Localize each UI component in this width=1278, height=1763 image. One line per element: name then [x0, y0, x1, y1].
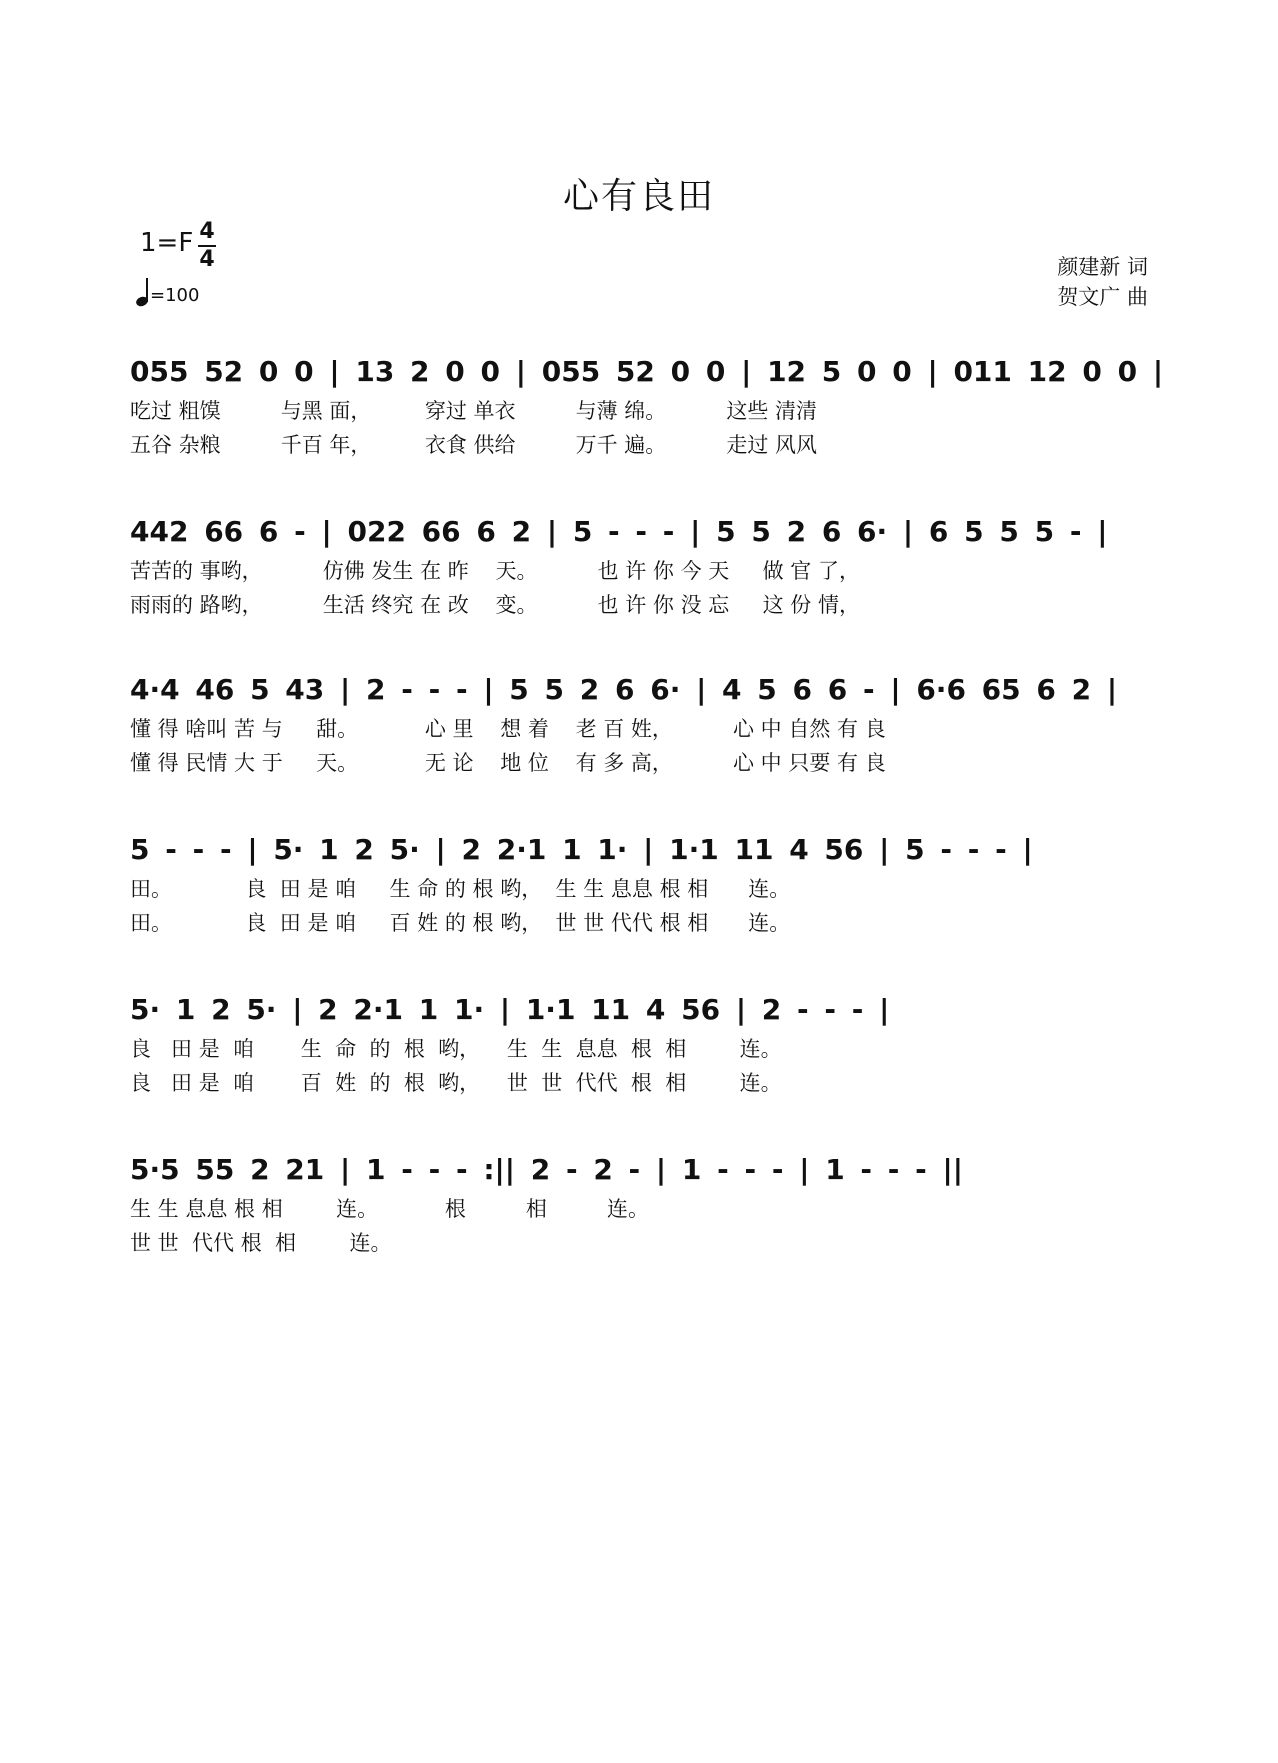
time-top: 4 [199, 219, 215, 244]
lyric-line: 雨雨的 路哟， 生活 终究 在 改 变。 也 许 你 没 忘 这 份 情， [130, 593, 860, 617]
lyric-line: 良 田 是 咱 百 姓 的 根 哟， 世 世 代代 根 相 连。 [130, 1071, 782, 1095]
lyric-line: 苦苦的 事哟， 仿佛 发生 在 昨 天。 也 许 你 今 天 做 官 了， [130, 559, 860, 583]
notation-line: 5·5 55 2 21 | 1 - - - :|| 2 - 2 - | 1 - - - | 1 - - - || [130, 1153, 963, 1186]
lyric-line: 五谷 杂粮 千百 年， 衣食 供给 万千 遍。 走过 风风 [130, 433, 818, 457]
lyric-line: 懂 得 啥叫 苦 与 甜。 心 里 想 着 老 百 姓， 心 中 自然 有 良 [130, 717, 886, 741]
lyric-line: 生 生 息息 根 相 连。 根 相 连。 [130, 1197, 650, 1221]
notation-line: 4·4 46 5 43 | 2 - - - | 5 5 2 6 6· | 4 5 6 6 - | 6·6 65 6 2 | [130, 673, 1118, 706]
lyric-line: 田。 良 田 是 咱 生 命 的 根 哟， 生 生 息息 根 相 连。 [130, 877, 791, 901]
time-signature [198, 220, 216, 272]
song-title: 心有良田 [562, 176, 715, 217]
key-signature: 1=F [140, 228, 194, 258]
tempo-value: =100 [150, 285, 200, 306]
lyric-line: 懂 得 民情 大 于 天。 无 论 地 位 有 多 高， 心 中 只要 有 良 [130, 751, 886, 775]
tempo-marking [136, 280, 199, 306]
lyric-line: 吃过 粗馍 与黑 面， 穿过 单衣 与薄 绵。 这些 清清 [130, 399, 818, 423]
quarter-note-icon [136, 280, 150, 306]
time-bottom: 4 [199, 247, 215, 272]
lyric-line: 良 田 是 咱 生 命 的 根 哟， 生 生 息息 根 相 连。 [130, 1037, 782, 1061]
notation-line: 5 - - - | 5· 1 2 5· | 2 2·1 1 1· | 1·1 11 4 56 | 5 - - - | [130, 833, 1033, 866]
composer: 贺文广 曲 [1057, 285, 1148, 309]
lyric-line: 世 世 代代 根 相 连。 [130, 1231, 392, 1255]
notation-line: 055 52 0 0 | 13 2 0 0 | 055 52 0 0 | 12 5 0 0 | 011 12 0 0 | [130, 355, 1164, 388]
notation-line: 442 66 6 - | 022 66 6 2 | 5 - - - | 5 5 2 6 6· | 6 5 5 5 - | [130, 515, 1108, 548]
lyric-line: 田。 良 田 是 咱 百 姓 的 根 哟， 世 世 代代 根 相 连。 [130, 911, 791, 935]
notation-line: 5· 1 2 5· | 2 2·1 1 1· | 1·1 11 4 56 | 2 - - - | [130, 993, 890, 1026]
lyricist: 颜建新 词 [1057, 255, 1148, 279]
credits [1057, 252, 1148, 312]
